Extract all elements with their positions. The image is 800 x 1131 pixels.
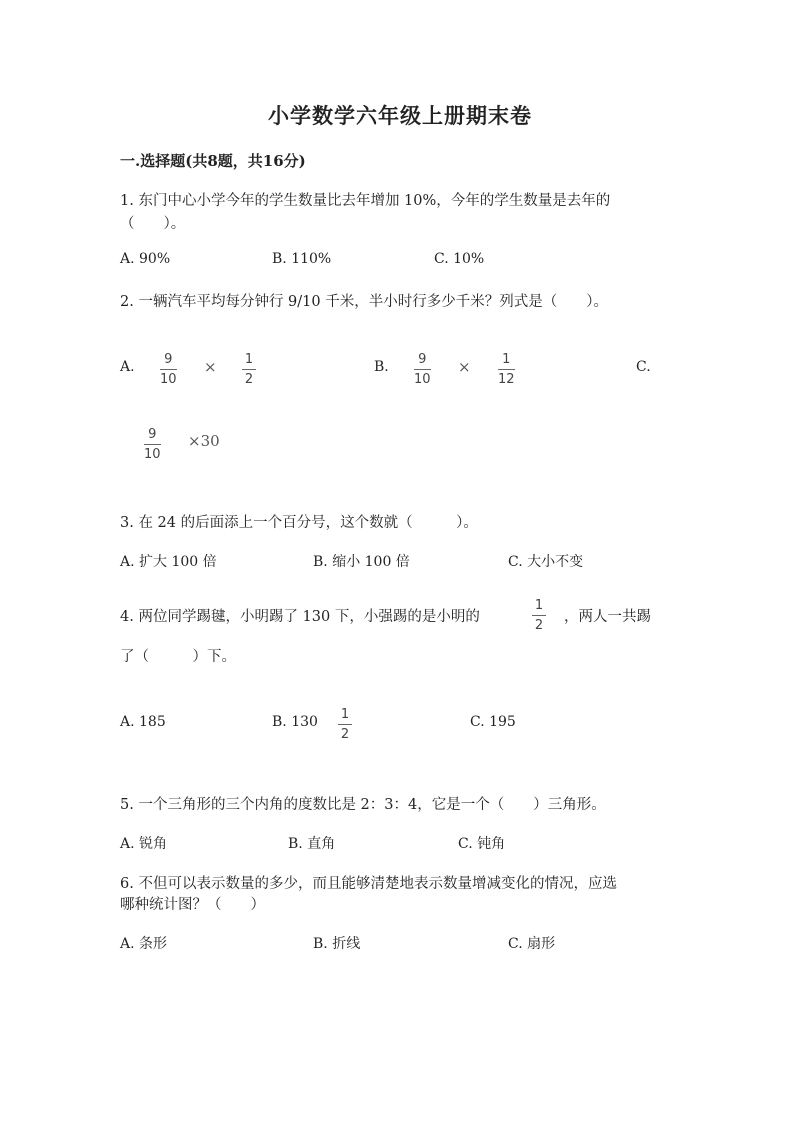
fraction-denominator: 10	[144, 447, 161, 462]
question-6-option-b: B. 折线	[313, 936, 361, 952]
question-2-option-b-fraction-2	[498, 352, 515, 387]
fraction-numerator: 9	[148, 427, 157, 442]
question-6-line-1: 6. 不但可以表示数量的多少，而且能够清楚地表示数量增减变化的情况，应选	[120, 876, 617, 892]
question-5-option-c: C. 钝角	[458, 836, 506, 852]
fraction-bar	[160, 369, 177, 370]
question-6-option-c: C. 扇形	[508, 936, 556, 952]
question-5-option-b: B. 直角	[288, 836, 336, 852]
question-4-option-b-fraction	[338, 707, 352, 742]
question-1-line-2: （ ）。	[120, 216, 186, 232]
question-1-option-b: B. 110%	[272, 251, 332, 267]
question-4-option-a: A. 185	[120, 714, 166, 730]
fraction-bar	[498, 369, 515, 370]
question-1-line-1: 1. 东门中心小学今年的学生数量比去年增加 10%，今年的学生数量是去年的	[120, 193, 611, 209]
question-2-option-a-fraction-2	[242, 352, 256, 387]
question-4-inline-fraction	[532, 598, 546, 633]
question-2-option-a-label: A.	[120, 359, 135, 375]
question-2-option-c-rest: ×30	[188, 432, 220, 450]
fraction-bar	[144, 444, 161, 445]
question-1-option-a: A. 90%	[120, 251, 171, 267]
question-5-option-a: A. 锐角	[120, 836, 168, 852]
question-3-option-b: B. 缩小 100 倍	[313, 554, 410, 570]
question-2-option-b-fraction-1	[414, 352, 431, 387]
fraction-denominator: 10	[160, 372, 177, 387]
fraction-denominator: 2	[534, 618, 544, 633]
question-2-option-b-times: ×	[458, 358, 471, 376]
fraction-denominator: 10	[414, 372, 431, 387]
question-2-text: 2. 一辆汽车平均每分钟行 9/10 千米，半小时行多少千米？列式是（ ）。	[120, 294, 608, 310]
section-header: 一.选择题(共8题，共16分)	[120, 152, 306, 170]
question-2-option-c-fraction	[144, 427, 161, 462]
page-title: 小学数学六年级上册期末卷	[268, 103, 532, 128]
question-2-option-a-fraction-1	[160, 352, 177, 387]
question-3-option-c: C. 大小不变	[508, 554, 584, 570]
fraction-numerator: 1	[534, 598, 544, 613]
question-2-option-b-label: B.	[374, 359, 389, 375]
question-3-text: 3. 在 24 的后面添上一个百分号，这个数就（ ）。	[120, 515, 478, 531]
fraction-bar	[242, 369, 256, 370]
question-2-option-a-times: ×	[204, 358, 217, 376]
fraction-numerator: 9	[418, 352, 427, 367]
fraction-numerator: 1	[244, 352, 254, 367]
question-4-option-c: C. 195	[470, 714, 516, 730]
question-4-line-2: 了（ ）下。	[120, 649, 236, 665]
fraction-denominator: 2	[244, 372, 254, 387]
question-1-option-c: C. 10%	[434, 251, 485, 267]
fraction-numerator: 9	[164, 352, 173, 367]
fraction-numerator: 1	[340, 707, 350, 722]
question-2-option-c-label: C.	[636, 359, 651, 375]
fraction-numerator: 1	[502, 352, 511, 367]
fraction-bar	[532, 615, 546, 616]
fraction-bar	[414, 369, 431, 370]
fraction-bar	[338, 724, 352, 725]
question-4-line-1a: 4. 两位同学踢毽，小明踢了 130 下，小强踢的是小明的	[120, 609, 480, 625]
question-5-text: 5. 一个三角形的三个内角的度数比是 2：3：4，它是一个（ ）三角形。	[120, 797, 606, 813]
question-4-option-b: B. 130	[272, 714, 318, 730]
fraction-denominator: 12	[498, 372, 515, 387]
fraction-denominator: 2	[340, 727, 350, 742]
question-6-option-a: A. 条形	[120, 936, 168, 952]
question-3-option-a: A. 扩大 100 倍	[120, 554, 217, 570]
question-6-line-2: 哪种统计图？（ ）	[120, 897, 265, 913]
question-4-line-1b: ，两人一共踢	[564, 609, 651, 625]
